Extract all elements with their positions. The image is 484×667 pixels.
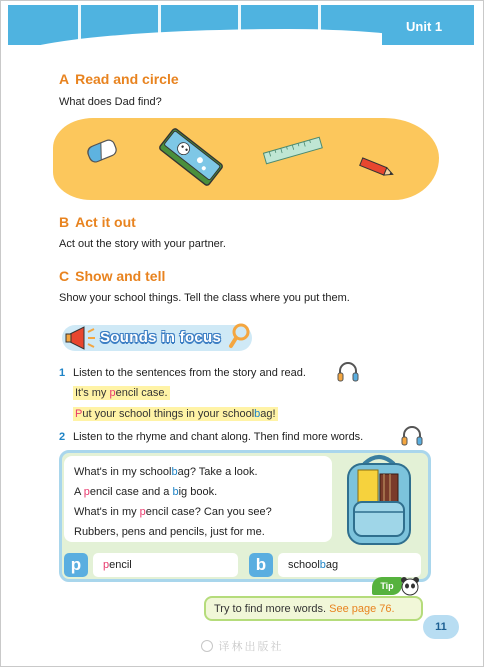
headphones-icon[interactable] bbox=[336, 360, 360, 384]
schoolbag-icon bbox=[334, 450, 424, 550]
sentence-1: It's my pencil case. bbox=[75, 387, 168, 399]
task-2-instruction: Listen to the rhyme and chant along. Then find more words. bbox=[73, 431, 364, 443]
publisher-logo-icon bbox=[201, 640, 213, 652]
megaphone-icon bbox=[64, 324, 98, 352]
tip-badge: Tip bbox=[372, 577, 402, 595]
publisher-footer: 译林出版社 bbox=[0, 638, 484, 654]
rhyme-line-1: What's in my schoolbag? Take a look. bbox=[74, 466, 258, 478]
rhyme-line-3: What's in my pencil case? Can you see? bbox=[74, 506, 272, 518]
section-b-instruction: Act out the story with your partner. bbox=[59, 238, 226, 250]
sounds-banner-title: Sounds in focus bbox=[100, 329, 222, 346]
page-number: 11 bbox=[423, 615, 459, 639]
task-1-number: 1 bbox=[59, 367, 66, 379]
letter-b-tag: b bbox=[249, 553, 273, 577]
ruler-icon[interactable] bbox=[262, 136, 324, 166]
section-a-title: A Read and circle bbox=[59, 71, 179, 87]
panda-icon bbox=[400, 576, 420, 596]
magnifier-icon bbox=[228, 322, 252, 350]
word-schoolbag: schoolbag bbox=[278, 553, 421, 577]
section-c-title: C Show and tell bbox=[59, 268, 166, 284]
word-pencil: pencil bbox=[93, 553, 238, 577]
rhyme-line-4: Rubbers, pens and pencils, just for me. bbox=[74, 526, 265, 538]
task-2-number: 2 bbox=[59, 431, 66, 443]
section-b-title: B Act it out bbox=[59, 214, 136, 230]
headphones-icon-2[interactable] bbox=[400, 424, 424, 448]
section-c-instruction: Show your school things. Tell the class where you put them. bbox=[59, 292, 350, 304]
tip-box: Try to find more words. See page 76. bbox=[204, 596, 423, 621]
eraser-icon[interactable] bbox=[84, 137, 120, 165]
rhyme-line-2: A pencil case and a big book. bbox=[74, 486, 218, 498]
section-a-question: What does Dad find? bbox=[59, 96, 162, 108]
pencil-icon[interactable] bbox=[356, 155, 398, 181]
sentence-2: Put your school things in your schoolbag! bbox=[75, 408, 276, 420]
unit-tab bbox=[382, 5, 474, 45]
unit-label: Unit 1 bbox=[406, 19, 443, 34]
pencil-case-icon[interactable] bbox=[156, 124, 226, 190]
task-1-instruction: Listen to the sentences from the story and read. bbox=[73, 367, 306, 379]
letter-p-tag: p bbox=[64, 553, 88, 577]
page-reference-link[interactable]: See page 76. bbox=[329, 603, 395, 615]
